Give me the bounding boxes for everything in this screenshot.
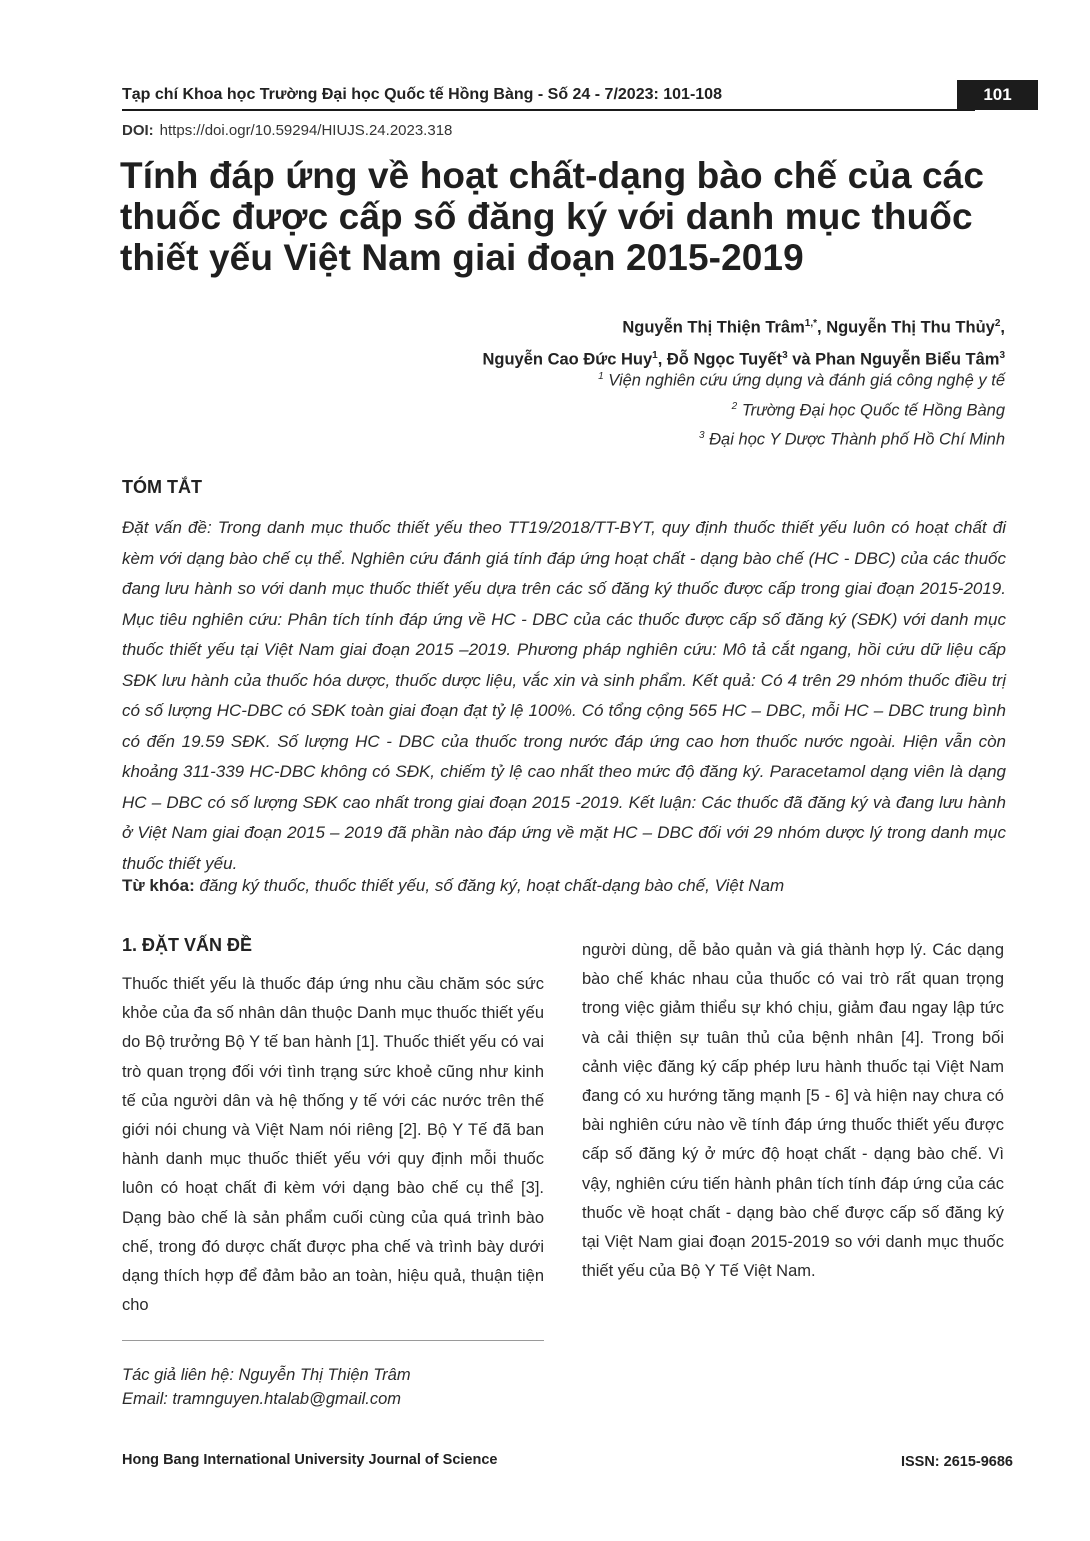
body-column-left: Thuốc thiết yếu là thuốc đáp ứng nhu cầu chăm sóc sức khỏe của đa số nhân dân thuộc Danh mục thuốc thiết yếu do Bộ trưởng Bộ Y tế ban hành [1]. Thuốc thiết yếu có vai trò quan trọng đối với tình trạng sức khoẻ cũng như kinh tế của người dân và hệ thống y tế với các nước trên thế giới nói chung và Việt Nam nói riêng [2]. Bộ Y Tế đã ban hành danh mục thuốc thiết yếu với quy định mỗi thuốc luôn có hoạt chất đi kèm với dạng bào chế cụ thể [3]. Dạng bào chế là sản phẩm cuối cùng của quá trình bào chế, trong đó dược chất được pha chế và trình bày dưới dạng thích hợp để đảm bảo an toàn, hiệu quả, thuận tiện cho: [122, 975, 544, 1315]
doi-label: DOI:: [122, 122, 154, 139]
corresponding-email: Email: tramnguyen.htalab@gmail.com: [122, 1390, 402, 1408]
affiliation-list: [598, 364, 1005, 453]
author-separator: ,: [1000, 318, 1005, 337]
body-column-right: người dùng, dễ bảo quản và giá thành hợp lý. Các dạng bào chế khác nhau của thuốc có vai trò rất quan trọng trong việc giảm thiểu sự khó chịu, giảm đau ngay lập tức và cải thiện sự tuân thủ của bệnh nhân [4]. Trong bối cảnh việc đăng ký cấp phép lưu hành thuốc tại Việt Nam đang có xu hướng tăng mạnh [5 - 6] và hiện nay chưa có bài nghiên cứu nào về tính đáp ứng thuốc thiết yếu được cấp số đăng ký ở mức độ hoạt chất - dạng bào chế. Vì vậy, nghiên cứu tiến hành phân tích tính đáp ứng của các thuốc về hoạt chất - dạng bào chế được cấp số đăng ký tại Việt Nam giai đoạn 2015-2019 so với danh mục thuốc thiết yếu của Bộ Y Tế Việt Nam.: [582, 941, 1004, 1281]
affiliation-item: [598, 364, 1005, 394]
author-separator: ,: [657, 350, 667, 368]
author-line-1: [482, 310, 1005, 342]
abstract-body: Đặt vấn đề: Trong danh mục thuốc thiết yếu theo TT19/2018/TT-BYT, quy định thuốc thiết yếu luôn có hoạt chất đi kèm với dạng bào chế cụ thể. Nghiên cứu đánh giá tính đáp ứng hoạt chất - dạng bào chế (HC - DBC) của các thuốc đang lưu hành so với danh mục thuốc thiết yếu dựa trên các số đăng ký thuốc được cấp trong giai đoạn 2015-2019. Mục tiêu nghiên cứu: Phân tích tính đáp ứng về HC - DBC của các thuốc được cấp số đăng ký (SĐK) với danh mục thuốc thiết yếu tại Việt Nam giai đoạn 2015 –2019. Phương pháp nghiên cứu: Mô tả cắt ngang, hồi cứu dữ liệu cấp SĐK lưu hành của thuốc hóa dược, thuốc dược liệu, vắc xin và sinh phẩm. Kết quả: Có 4 trên 29 nhóm thuốc điều trị có số lượng HC-DBC có SĐK toàn giai đoạn đạt tỷ lệ 100%. Có tổng cộng 565 HC – DBC, mỗi HC – DBC trung bình có đến 19.59 SĐK. Số lượng HC - DBC của thuốc trong nước đáp ứng cao hơn thuốc nước ngoài. Hiện vẫn còn khoảng 311-339 HC-DBC không có SĐK, chiếm tỷ lệ cao nhất theo mức độ đăng ký. Paracetamol dạng viên là dạng HC – DBC có số lượng SĐK cao nhất trong giai đoạn 2015 -2019. Kết luận: Các thuốc đã đăng ký và đang lưu hành ở Việt Nam giai đoạn 2015 – 2019 đã phần nào đáp ứng về mặt HC – DBC đối với 29 nhóm dược lý trong danh mục thuốc thiết yếu.: [122, 518, 1006, 873]
author-name: Đỗ Ngọc Tuyết: [666, 350, 783, 368]
doi-line: [122, 122, 452, 139]
author-sup: 1: [652, 349, 658, 361]
author-name: Phan Nguyễn Biểu Tâm: [815, 350, 1000, 368]
author-sup: 3: [782, 349, 788, 361]
doi-link[interactable]: https://doi.ogr/10.59294/HIUJS.24.2023.318: [159, 122, 453, 139]
affiliation-text: Viện nghiên cứu ứng dụng và đánh giá công nghệ y tế: [608, 371, 1005, 390]
author-sup: 1,*: [804, 318, 818, 329]
author-name: Nguyễn Thị Thu Thủy: [826, 318, 995, 337]
article-title: Tính đáp ứng về hoạt chất-dạng bào chế của các thuốc được cấp số đăng ký với danh mục thuốc thiết yếu Việt Nam giai đoạn 2015-2019: [120, 155, 985, 278]
keywords-label: Từ khóa:: [122, 876, 195, 895]
keywords: [122, 873, 1006, 899]
author-name: Nguyễn Cao Đức Huy: [482, 350, 653, 368]
affiliation-item: [598, 423, 1005, 453]
page-number: 101: [957, 80, 1038, 110]
author-sup: 3: [999, 349, 1005, 361]
journal-header: Tạp chí Khoa học Trường Đại học Quốc tế Hồng Bàng - Số 24 - 7/2023: 101-108: [122, 83, 975, 111]
correspondence-note: [122, 1363, 411, 1411]
section-heading: 1. ĐẶT VẤN ĐỀ: [122, 935, 253, 955]
author-name: Nguyễn Thị Thiện Trâm: [622, 318, 805, 337]
affiliation-text: Đại học Y Dược Thành phố Hồ Chí Minh: [709, 430, 1005, 449]
footnote-divider: [122, 1340, 544, 1341]
affiliation-sup: 3: [698, 430, 705, 441]
keywords-text: đăng ký thuốc, thuốc thiết yếu, số đăng ký, hoạt chất-dạng bào chế, Việt Nam: [199, 876, 785, 895]
author-sup: 2: [994, 318, 1001, 329]
corresponding-author: Tác giả liên hệ: Nguyễn Thị Thiện Trâm: [122, 1366, 411, 1384]
author-separator: và: [787, 350, 816, 368]
affiliation-text: Trường Đại học Quốc tế Hồng Bàng: [741, 401, 1005, 419]
footer-issn: ISSN: 2615-9686: [900, 1454, 1013, 1470]
footer-journal: Hong Bang International University Journal of Science: [122, 1452, 498, 1468]
affiliation-item: [598, 394, 1005, 424]
affiliation-sup: 1: [598, 371, 604, 382]
author-separator: ,: [817, 318, 827, 337]
affiliation-sup: 2: [731, 400, 738, 412]
abstract-heading: TÓM TẮT: [122, 477, 202, 497]
